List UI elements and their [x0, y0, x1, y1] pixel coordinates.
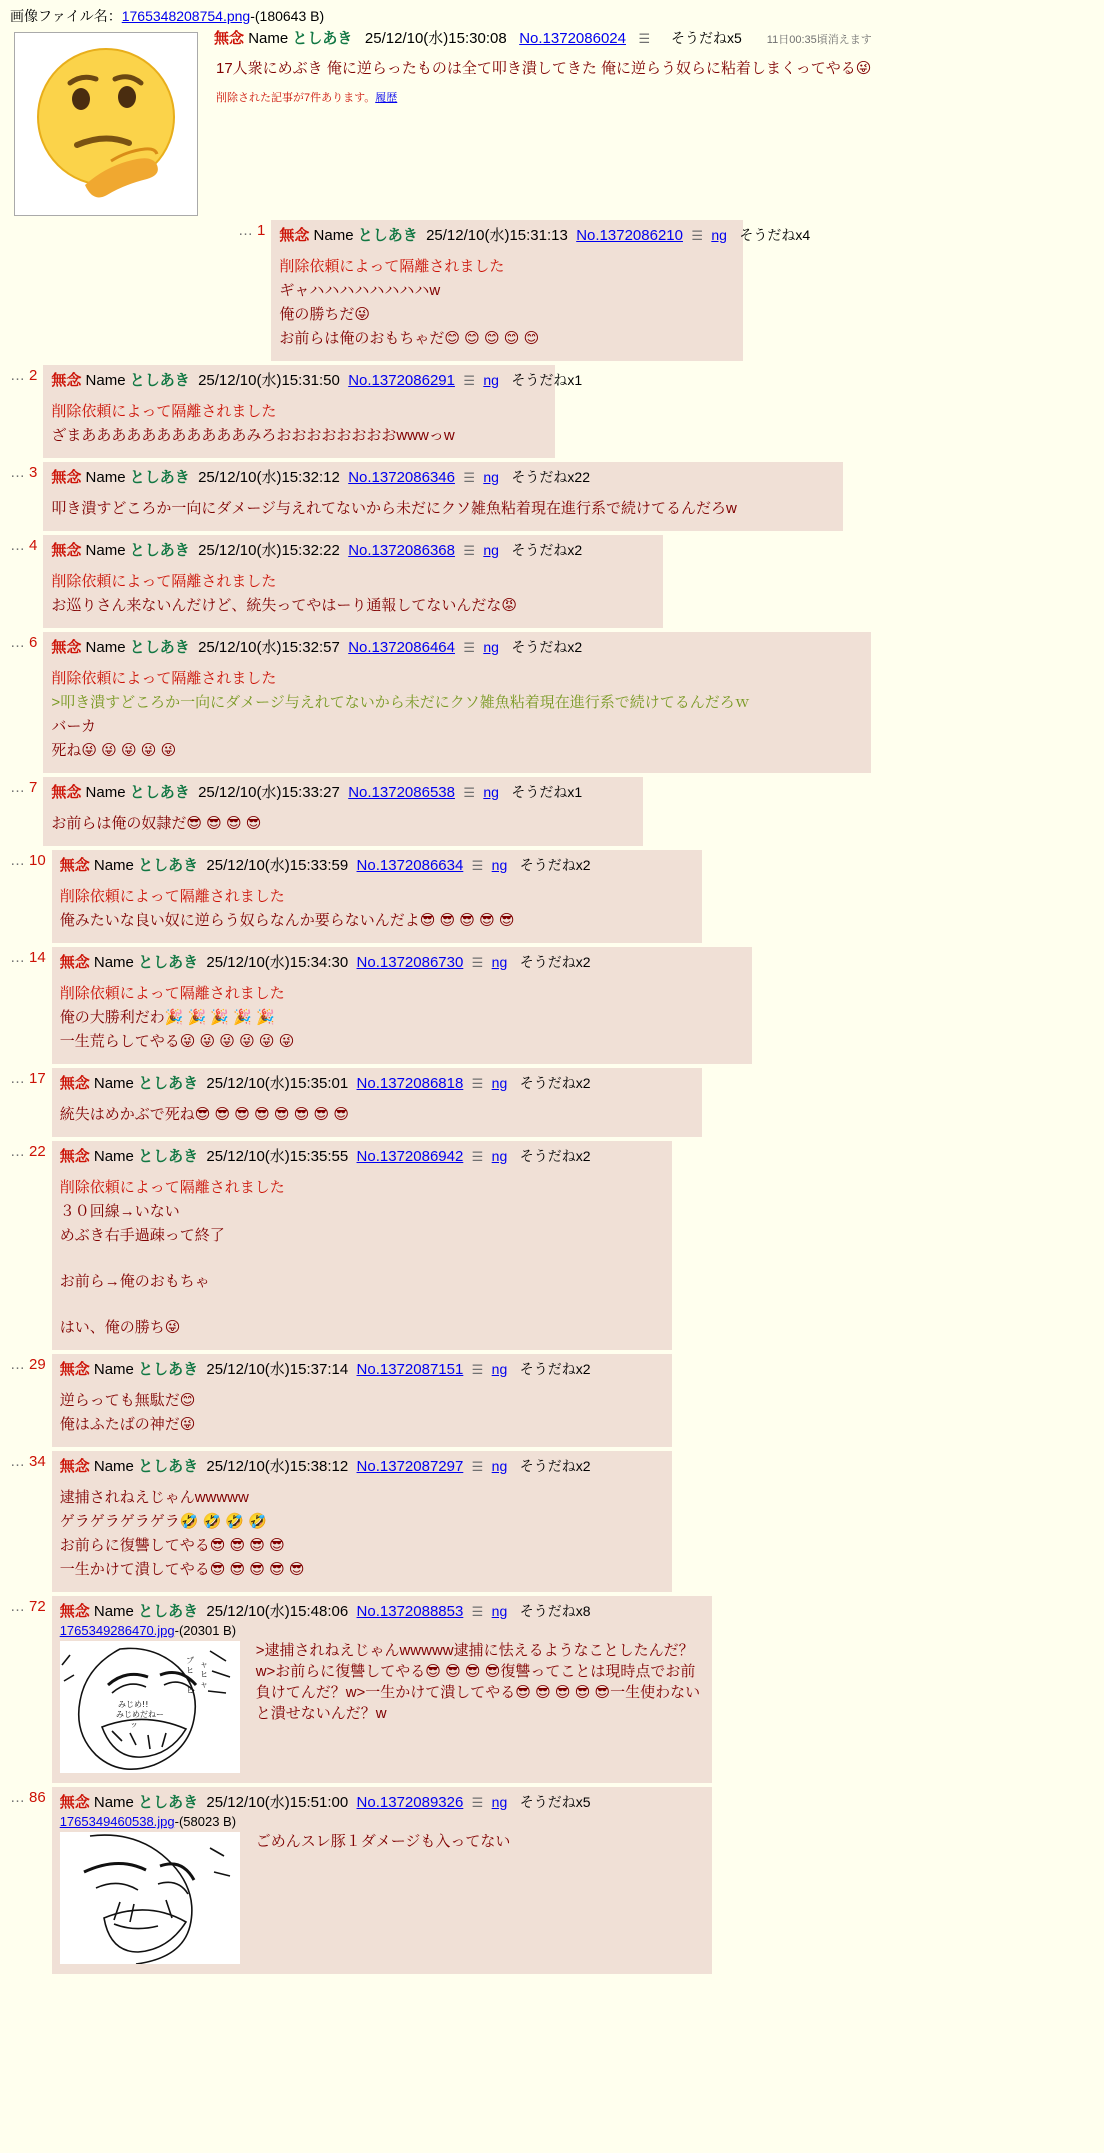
- collapse-toggle-icon[interactable]: …: [10, 1143, 25, 1160]
- reply-header: [60, 951, 742, 974]
- menu-icon[interactable]: ☰: [463, 785, 475, 800]
- reply-date: 25/12/10(水)15:33:27: [198, 784, 340, 801]
- collapse-toggle-icon[interactable]: …: [10, 852, 25, 869]
- reply-date: 25/12/10(水)15:32:57: [198, 639, 340, 656]
- reply-row: [8, 947, 1096, 1064]
- reply-name-label: Name: [93, 954, 134, 971]
- reply-post: [52, 1068, 702, 1137]
- reply-title: 無念: [59, 1361, 90, 1378]
- ng-link[interactable]: ng: [491, 1603, 508, 1619]
- reply-number: 22: [29, 1143, 46, 1160]
- collapse-toggle-icon[interactable]: …: [10, 367, 25, 384]
- reply-header: [60, 1358, 662, 1381]
- ng-link[interactable]: ng: [491, 857, 508, 873]
- reply-blank-line: [60, 1294, 662, 1316]
- reply-text: [51, 570, 653, 618]
- reply-text: [51, 400, 545, 448]
- ng-link[interactable]: ng: [491, 1458, 508, 1474]
- menu-icon[interactable]: ☰: [463, 470, 475, 485]
- op-text-line: 俺に逆らう奴らに粘着しまくってやる😜: [601, 60, 872, 77]
- reply-text: [51, 497, 833, 521]
- op-resno[interactable]: No.1372086024: [519, 30, 626, 47]
- op-header: [214, 28, 1096, 50]
- reply-date: 25/12/10(水)15:31:50: [198, 372, 340, 389]
- svg-text:みじめだねー: みじめだねー: [115, 1710, 164, 1719]
- menu-icon[interactable]: ☰: [471, 1362, 484, 1377]
- reply-sodane-count[interactable]: そうだねx1: [511, 372, 583, 388]
- menu-icon[interactable]: ☰: [691, 228, 703, 243]
- reply-post: [52, 850, 702, 943]
- reply-post: [271, 220, 811, 361]
- ng-link[interactable]: ng: [491, 1148, 508, 1164]
- reply-post: [52, 1451, 672, 1592]
- reply-image-link[interactable]: 1765349286470.jpg: [59, 1623, 175, 1638]
- op-title: 無念: [214, 30, 245, 47]
- filename-size: -(180643 B): [250, 8, 325, 24]
- reply-title: 無念: [59, 857, 90, 874]
- reply-name: としあき: [138, 1603, 199, 1620]
- reply-post: [52, 1787, 712, 1974]
- reply-date: 25/12/10(水)15:31:13: [426, 227, 568, 244]
- reply-row: [8, 1068, 1096, 1137]
- isolation-notice: 削除依頼によって隔離されました: [279, 258, 505, 275]
- reply-text: [60, 1486, 662, 1582]
- reply-name: としあき: [129, 542, 190, 559]
- ng-link[interactable]: ng: [491, 1361, 508, 1377]
- reply-text-line: バーカ: [51, 718, 97, 735]
- reply-title: 無念: [59, 1148, 90, 1165]
- reply-row: [8, 850, 1096, 943]
- reply-sodane-count[interactable]: そうだねx2: [519, 1361, 591, 1377]
- reply-text-line: 統失はめかぶで死ね😎 😎 😎 😎 😎 😎 😎 😎: [59, 1106, 349, 1123]
- reply-image-and-text: [60, 1639, 702, 1773]
- op-sodane-count[interactable]: そうだねx5: [670, 30, 742, 46]
- reply-name-label: Name: [93, 857, 134, 874]
- reply-title: 無念: [51, 542, 82, 559]
- reply-title: 無念: [59, 1794, 90, 1811]
- reply-name-label: Name: [85, 542, 126, 559]
- ng-link[interactable]: ng: [491, 1794, 508, 1810]
- reply-header: [60, 1072, 692, 1095]
- reply-name: としあき: [129, 639, 190, 656]
- svg-text:ッ: ッ: [129, 1720, 138, 1729]
- svg-text:みじめ!!: みじめ!!: [117, 1700, 149, 1709]
- menu-icon[interactable]: ☰: [471, 858, 484, 873]
- ng-link[interactable]: ng: [483, 372, 499, 388]
- reply-text: [256, 1830, 511, 1964]
- menu-icon[interactable]: ☰: [463, 640, 475, 655]
- reply-text: [51, 812, 633, 836]
- reply-image-link[interactable]: 1765349460538.jpg: [59, 1814, 175, 1829]
- reply-text-line: 逆らっても無駄だ😊: [59, 1392, 196, 1409]
- svg-text:ャ: ャ: [199, 1660, 208, 1669]
- reply-title: 無念: [59, 954, 90, 971]
- reply-text-line: お前らは俺のおもちゃだ😊 😊 😊 😊 😊: [279, 330, 540, 347]
- op-thumbnail-thinking-face-icon[interactable]: [14, 32, 198, 216]
- reply-list: [8, 220, 1096, 1974]
- reply-date: 25/12/10(水)15:34:30: [206, 954, 349, 971]
- reply-sodane-count[interactable]: そうだねx2: [519, 1458, 591, 1474]
- reply-resno[interactable]: No.1372086210: [576, 227, 683, 244]
- op-text-line: 17人衆にめぶき: [216, 60, 323, 77]
- op-text: [216, 58, 1096, 79]
- reply-row: [8, 535, 1096, 628]
- reply-text-line: 叩き潰すどころか一向にダメージ与えれてないから未だにクソ雑魚粘着現在進行系で続けてるんだろw: [51, 500, 737, 517]
- op-image-filename: [10, 6, 1096, 26]
- reply-title: 無念: [59, 1603, 90, 1620]
- reply-number: 4: [29, 537, 38, 554]
- isolation-notice: 削除依頼によって隔離されました: [59, 888, 285, 905]
- reply-date: 25/12/10(水)15:32:22: [198, 542, 340, 559]
- collapse-toggle-icon[interactable]: …: [10, 1356, 25, 1373]
- reply-text-line: １ダメージも入ってない: [345, 1833, 511, 1850]
- deleted-articles-note: [216, 89, 1096, 105]
- reply-text-line: >逮捕されねえじゃんwwwww: [255, 1642, 454, 1659]
- reply-thumbnail-manga-crying-face-icon[interactable]: [60, 1832, 240, 1964]
- reply-text-line: お前らに復讐してやる😎 😎 😎 😎: [59, 1537, 285, 1554]
- reply-text-line: 逮捕されねえじゃんwwwww: [59, 1489, 249, 1506]
- reply-number: 72: [29, 1598, 46, 1615]
- reply-name: としあき: [357, 227, 418, 244]
- reply-number: 29: [29, 1356, 46, 1373]
- collapse-toggle-icon[interactable]: …: [10, 1598, 25, 1615]
- reply-text-line: 復讐ってことは現時点でお前負けてんだ？w: [255, 1663, 696, 1701]
- ng-link[interactable]: ng: [483, 639, 499, 655]
- reply-blank-line: [60, 1248, 662, 1270]
- isolation-notice: 削除依頼によって隔離されました: [51, 573, 277, 590]
- reply-number: 3: [29, 464, 38, 481]
- reply-date: 25/12/10(水)15:48:06: [206, 1603, 349, 1620]
- reply-date: 25/12/10(水)15:35:55: [206, 1148, 349, 1165]
- reply-title: 無念: [51, 784, 82, 801]
- reply-resno[interactable]: No.1372087151: [356, 1361, 464, 1378]
- reply-text: [60, 982, 742, 1054]
- filename-label: 画像ファイル名：: [10, 8, 122, 24]
- reply-row: [8, 1451, 1096, 1592]
- reply-text-line: 一生かけて潰してやる😎 😎 😎 😎 😎: [59, 1561, 305, 1578]
- reply-name: としあき: [138, 1148, 199, 1165]
- reply-text-line: ギャハハハハハハハハw: [279, 282, 441, 299]
- collapse-toggle-icon[interactable]: …: [10, 1789, 25, 1806]
- reply-number: 17: [29, 1070, 46, 1087]
- isolation-notice: 削除依頼によって隔離されました: [51, 670, 277, 687]
- reply-number: 7: [29, 779, 38, 796]
- reply-title: 無念: [51, 372, 82, 389]
- reply-text: [60, 1103, 692, 1127]
- reply-text-line: 一生荒らしてやる😜 😜 😜 😜 😜 😜: [59, 1033, 295, 1050]
- ng-link[interactable]: ng: [491, 954, 508, 970]
- reply-post: [52, 947, 752, 1064]
- reply-date: 25/12/10(水)15:35:01: [206, 1075, 349, 1092]
- reply-name-label: Name: [93, 1458, 134, 1475]
- reply-row: [8, 777, 1096, 846]
- reply-row: [8, 462, 1096, 531]
- reply-title: 無念: [59, 1458, 90, 1475]
- reply-title: 無念: [279, 227, 310, 244]
- reply-text-line: お前ら→俺のおもちゃ: [59, 1273, 210, 1290]
- reply-name-label: Name: [85, 639, 126, 656]
- collapse-toggle-icon[interactable]: …: [10, 464, 25, 481]
- reply-number: 1: [257, 222, 266, 239]
- reply-resno[interactable]: No.1372086368: [348, 542, 455, 559]
- svg-text:ヒ: ヒ: [199, 1670, 208, 1679]
- svg-text:ャ: ャ: [199, 1680, 208, 1689]
- reply-name: としあき: [129, 784, 190, 801]
- reply-text-line: 俺の大勝利だわ🎉 🎉 🎉 🎉 🎉: [59, 1009, 275, 1026]
- reply-name-label: Name: [85, 469, 126, 486]
- op-name: としあき: [292, 30, 353, 47]
- collapse-toggle-icon[interactable]: …: [238, 222, 253, 239]
- op-body: [214, 28, 1096, 105]
- reply-resno[interactable]: No.1372086634: [356, 857, 464, 874]
- menu-icon[interactable]: ☰: [471, 955, 484, 970]
- collapse-toggle-icon[interactable]: …: [10, 949, 25, 966]
- reply-name: としあき: [129, 469, 190, 486]
- ng-link[interactable]: ng: [711, 227, 727, 243]
- reply-header: [51, 636, 861, 659]
- reply-sodane-count[interactable]: そうだねx4: [739, 227, 811, 243]
- op-post: [8, 28, 1096, 216]
- reply-text-line: 俺の勝ちだ😜: [279, 306, 370, 323]
- isolation-notice: 削除依頼によって隔離されました: [51, 403, 277, 420]
- reply-date: 25/12/10(水)15:33:59: [206, 857, 349, 874]
- reply-name: としあき: [138, 1458, 199, 1475]
- reply-sodane-count[interactable]: そうだねx5: [519, 1794, 591, 1810]
- reply-name: としあき: [138, 1794, 199, 1811]
- reply-post: [43, 462, 843, 531]
- reply-name: としあき: [138, 1361, 199, 1378]
- reply-header: [60, 1600, 702, 1623]
- reply-row: [8, 1141, 1096, 1350]
- reply-title: 無念: [51, 639, 82, 656]
- reply-name: としあき: [138, 857, 199, 874]
- reply-image-filename: [60, 1814, 702, 1829]
- reply-resno[interactable]: No.1372086818: [356, 1075, 464, 1092]
- reply-name-label: Name: [93, 1794, 134, 1811]
- reply-text-line: 逮捕に怯えるようなことしたんだ？w: [255, 1642, 694, 1680]
- deleted-articles-text: 削除された記事が7件あります。: [216, 92, 376, 104]
- reply-title: 無念: [59, 1075, 90, 1092]
- reply-text-line: >お前らに復讐してやる😎 😎 😎 😎: [266, 1663, 501, 1680]
- reply-sodane-count[interactable]: そうだねx1: [511, 784, 583, 800]
- reply-text-line: 俺みたいな良い奴に逆らう奴らなんか要らないんだよ😎 😎 😎 😎 😎: [59, 912, 515, 929]
- reply-resno[interactable]: No.1372089326: [356, 1794, 464, 1811]
- reply-post: [43, 632, 871, 773]
- reply-quote-line: >叩き潰すどころか一向にダメージ与えれてないから未だにクソ雑魚粘着現在進行系で続けてるんだろｗ: [51, 694, 750, 711]
- svg-text:ヒ: ヒ: [185, 1686, 194, 1695]
- reply-post: [52, 1354, 672, 1447]
- reply-row: [8, 1596, 1096, 1783]
- reply-resno[interactable]: No.1372086464: [348, 639, 455, 656]
- reply-name: としあき: [138, 954, 199, 971]
- reply-text-line: 俺はふたばの神だ😜: [59, 1416, 196, 1433]
- menu-icon[interactable]: ☰: [463, 373, 475, 388]
- collapse-toggle-icon[interactable]: …: [10, 779, 25, 796]
- reply-text: [256, 1639, 702, 1773]
- reply-thumbnail-manga-laughing-face-icon[interactable]: [60, 1641, 240, 1773]
- reply-title: 無念: [51, 469, 82, 486]
- reply-image-and-text: [60, 1830, 702, 1964]
- reply-text: [51, 667, 861, 763]
- reply-text-line: はい、俺の勝ち😜: [59, 1319, 181, 1336]
- reply-text-line: >一生かけて潰してやる😎 😎 😎 😎 😎: [356, 1684, 611, 1701]
- reply-image-filename: [60, 1623, 702, 1638]
- reply-image-size: -(58023 B): [174, 1814, 237, 1829]
- op-text-line: 俺に逆らったものは全て叩き潰してきた: [326, 60, 597, 77]
- reply-date: 25/12/10(水)15:32:12: [198, 469, 340, 486]
- reply-text-line: ３０回線→いない: [59, 1203, 180, 1220]
- reply-sodane-count[interactable]: そうだねx2: [519, 1075, 591, 1091]
- reply-resno[interactable]: No.1372086942: [356, 1148, 464, 1165]
- collapse-toggle-icon[interactable]: …: [10, 1453, 25, 1470]
- reply-header: [60, 1145, 662, 1168]
- reply-row: [8, 220, 1096, 361]
- reply-text: [60, 885, 692, 933]
- op-name-label: Name: [248, 30, 289, 47]
- op-expire-note: 11日00:35頃消えます: [766, 34, 872, 46]
- reply-header: [51, 369, 583, 392]
- isolation-notice: 削除依頼によって隔離されました: [59, 985, 285, 1002]
- reply-row: [8, 1787, 1096, 1974]
- reply-post: [43, 365, 583, 458]
- menu-icon[interactable]: ☰: [471, 1459, 484, 1474]
- reply-name-label: Name: [85, 372, 126, 389]
- reply-name-label: Name: [313, 227, 354, 244]
- ng-link[interactable]: ng: [491, 1075, 508, 1091]
- menu-icon[interactable]: ☰: [463, 543, 475, 558]
- reply-sodane-count[interactable]: そうだねx8: [519, 1603, 591, 1619]
- reply-name: としあき: [129, 372, 190, 389]
- menu-icon[interactable]: ☰: [638, 31, 651, 46]
- reply-sodane-count[interactable]: そうだねx2: [519, 1148, 591, 1164]
- reply-text-line: 一生使わないと潰せないんだ？w: [255, 1684, 701, 1722]
- reply-post: [43, 535, 663, 628]
- reply-name-label: Name: [93, 1075, 134, 1092]
- reply-header: [279, 224, 811, 247]
- reply-resno[interactable]: No.1372086346: [348, 469, 455, 486]
- menu-icon[interactable]: ☰: [471, 1604, 484, 1619]
- reply-resno[interactable]: No.1372086730: [356, 954, 464, 971]
- reply-name-label: Name: [93, 1603, 134, 1620]
- reply-resno[interactable]: No.1372088853: [356, 1603, 464, 1620]
- reply-sodane-count[interactable]: そうだねx2: [511, 542, 583, 558]
- collapse-toggle-icon[interactable]: …: [10, 1070, 25, 1087]
- reply-name: としあき: [138, 1075, 199, 1092]
- reply-text: [279, 255, 733, 351]
- reply-sodane-count[interactable]: そうだねx2: [519, 857, 591, 873]
- reply-text-line: お前らは俺の奴隷だ😎 😎 😎 😎: [51, 815, 262, 832]
- isolation-notice: 削除依頼によって隔離されました: [59, 1179, 285, 1196]
- reply-post: [43, 777, 643, 846]
- reply-sodane-count[interactable]: そうだねx2: [511, 639, 583, 655]
- ng-link[interactable]: ng: [483, 542, 499, 558]
- menu-icon[interactable]: ☰: [471, 1795, 484, 1810]
- reply-header: [60, 854, 692, 877]
- reply-name-label: Name: [93, 1148, 134, 1165]
- reply-text-line: お巡りさん来ないんだけど、統失ってやはーり通報してないんだな😡: [51, 597, 517, 614]
- reply-image-size: -(20301 B): [174, 1623, 237, 1638]
- reply-row: [8, 1354, 1096, 1447]
- filename-link[interactable]: 1765348208754.png: [121, 8, 251, 24]
- reply-header: [51, 781, 633, 804]
- reply-resno[interactable]: No.1372086291: [348, 372, 455, 389]
- reply-text-line: 死ね😜 😜 😜 😜 😜: [51, 742, 177, 759]
- reply-number: 86: [29, 1789, 46, 1806]
- reply-text-line: めぶき右手過疎って終了: [59, 1227, 225, 1244]
- svg-text:ヒ: ヒ: [185, 1666, 194, 1675]
- reply-post: [52, 1141, 672, 1350]
- reply-text-line: ざまあああああああああああみろおおおおおおおおwwwっw: [51, 427, 455, 444]
- reply-name-label: Name: [93, 1361, 134, 1378]
- reply-date: 25/12/10(水)15:37:14: [206, 1361, 349, 1378]
- svg-text:ブ: ブ: [185, 1656, 194, 1665]
- reply-number: 2: [29, 367, 38, 384]
- menu-icon[interactable]: ☰: [471, 1076, 484, 1091]
- reply-name-label: Name: [85, 784, 126, 801]
- menu-icon[interactable]: ☰: [471, 1149, 484, 1164]
- reply-header: [51, 466, 833, 489]
- reply-number: 6: [29, 634, 38, 651]
- ng-link[interactable]: ng: [483, 784, 499, 800]
- svg-text:ャ: ャ: [185, 1676, 194, 1685]
- reply-text-line: ゲラゲラゲラゲラ🤣 🤣 🤣 🤣: [59, 1513, 267, 1530]
- reply-header: [60, 1455, 662, 1478]
- reply-date: 25/12/10(水)15:38:12: [206, 1458, 349, 1475]
- reply-resno[interactable]: No.1372087297: [356, 1458, 464, 1475]
- deleted-articles-history-link[interactable]: 履歴: [375, 92, 398, 104]
- reply-header: [51, 539, 653, 562]
- reply-row: [8, 632, 1096, 773]
- reply-row: [8, 365, 1096, 458]
- reply-text-line: ごめんスレ豚: [255, 1833, 346, 1850]
- op-date: 25/12/10(水)15:30:08: [364, 30, 507, 47]
- reply-resno[interactable]: No.1372086538: [348, 784, 455, 801]
- reply-sodane-count[interactable]: そうだねx22: [511, 469, 590, 485]
- reply-header: [60, 1791, 702, 1814]
- reply-number: 14: [29, 949, 46, 966]
- reply-date: 25/12/10(水)15:51:00: [206, 1794, 349, 1811]
- reply-number: 10: [29, 852, 46, 869]
- ng-link[interactable]: ng: [483, 469, 499, 485]
- reply-text: [60, 1176, 662, 1340]
- reply-text: [60, 1389, 662, 1437]
- reply-sodane-count[interactable]: そうだねx2: [519, 954, 591, 970]
- reply-number: 34: [29, 1453, 46, 1470]
- reply-post: [52, 1596, 712, 1783]
- collapse-toggle-icon[interactable]: …: [10, 537, 25, 554]
- collapse-toggle-icon[interactable]: …: [10, 634, 25, 651]
